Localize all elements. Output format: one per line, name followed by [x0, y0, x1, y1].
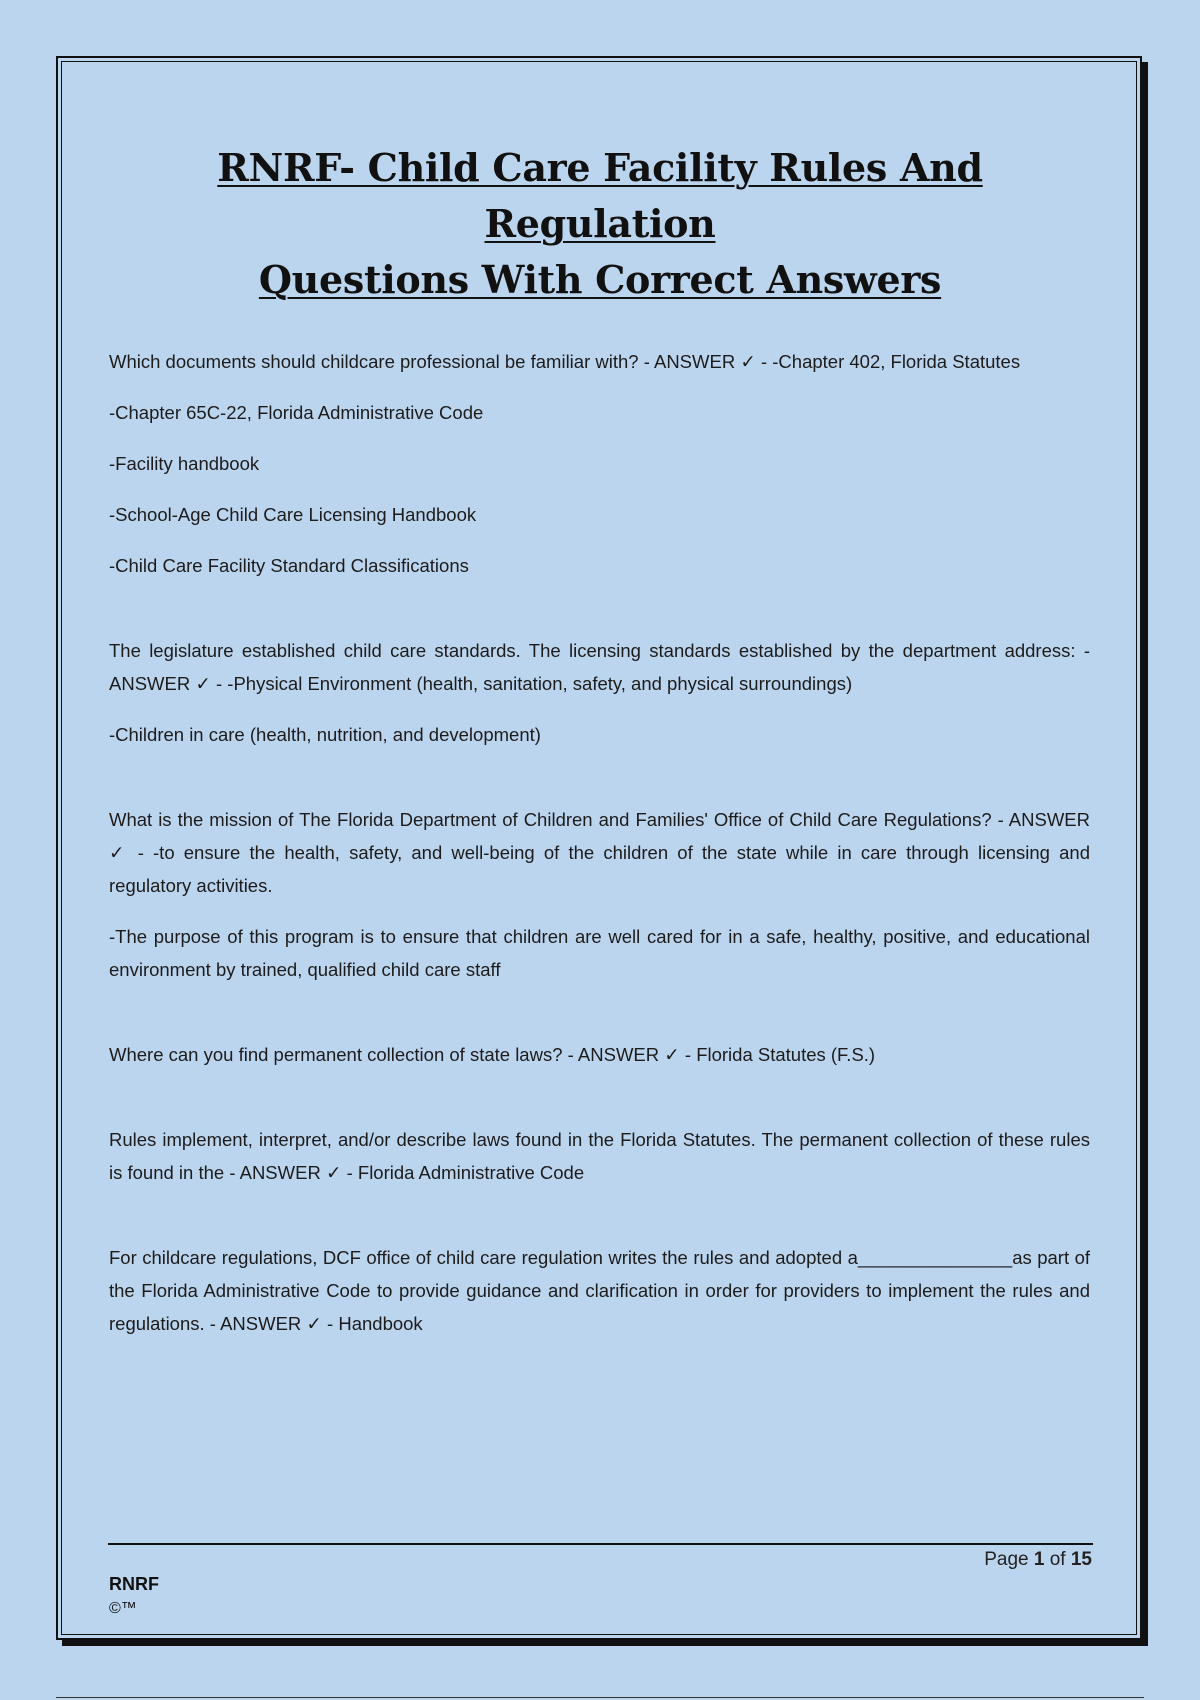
- qa-paragraph: -School-Age Child Care Licensing Handbook: [109, 504, 477, 525]
- next-page-edge: [56, 1697, 1144, 1698]
- page-current: 1: [1033, 1549, 1045, 1570]
- document-content: [109, 345, 1090, 1392]
- page-of: of: [1049, 1549, 1066, 1570]
- copyright-mark: ©™: [109, 1600, 137, 1617]
- title-line-2: Questions With Correct Answers: [258, 257, 942, 302]
- qa-paragraph: -Facility handbook: [109, 453, 260, 474]
- qa-paragraph: For childcare regulations, DCF office of child care regulation writes the rules and adopted a_______________as part of the Florida Administrative Code to provide guidance and clarification in order for providers to implement the rules and regulations. - ANSWER ✓ - Handbook: [109, 1247, 1090, 1334]
- qa-paragraph: -The purpose of this program is to ensure that children are well cared for in a safe, healthy, positive, and educational environment by trained, qualified child care staff: [109, 926, 1090, 980]
- page-total: 15: [1070, 1549, 1092, 1570]
- qa-item-6: [109, 1241, 1090, 1340]
- qa-paragraph: Rules implement, interpret, and/or describe laws found in the Florida Statutes. The permanent collection of these rules is found in the - ANSWER ✓ - Florida Administrative Code: [109, 1129, 1090, 1183]
- page-number: [984, 1549, 1092, 1571]
- title-line-1: RNRF- Child Care Facility Rules And Regulation: [217, 145, 983, 246]
- footer-divider: [108, 1543, 1093, 1545]
- qa-paragraph: What is the mission of The Florida Department of Children and Families' Office of Child Care Regulations? - ANSWER ✓ - -to ensure the health, safety, and well-being of the children of the state while in care through licensing and regulatory activities.: [109, 809, 1090, 896]
- footer-brand: RNRF: [109, 1574, 159, 1594]
- qa-paragraph: -Children in care (health, nutrition, and development): [109, 724, 541, 745]
- qa-item-1: [109, 345, 1090, 582]
- qa-item-3: [109, 803, 1090, 986]
- qa-paragraph: -Chapter 65C-22, Florida Administrative Code: [109, 402, 484, 423]
- qa-item-4: [109, 1038, 1090, 1071]
- document-title: [100, 140, 1100, 308]
- qa-item-5: [109, 1123, 1090, 1189]
- page-prefix: Page: [984, 1549, 1029, 1570]
- qa-paragraph: Where can you find permanent collection of state laws? - ANSWER ✓ - Florida Statutes (F.S.): [109, 1044, 876, 1065]
- qa-paragraph: The legislature established child care standards. The licensing standards established by the department address: - ANSWER ✓ - -Physical Environment (health, sanitation, safety, and physical surroundings): [109, 640, 1090, 694]
- qa-paragraph: -Child Care Facility Standard Classifications: [109, 555, 469, 576]
- qa-paragraph: Which documents should childcare professional be familiar with? - ANSWER ✓ - -Chapter 402, Florida Statutes: [109, 351, 1021, 372]
- qa-item-2: [109, 634, 1090, 751]
